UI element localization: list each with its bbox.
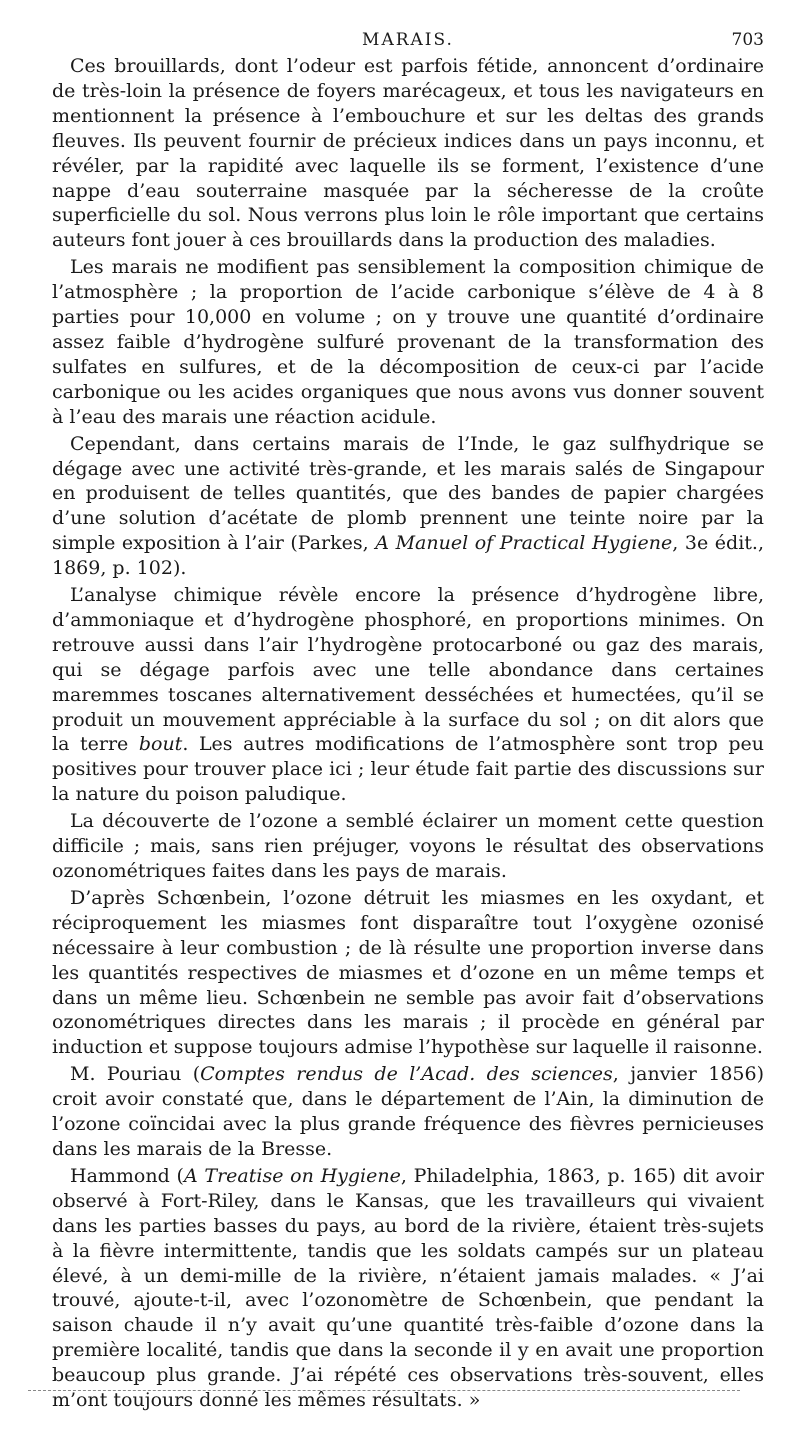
body-text	[52, 54, 764, 1413]
paragraph	[52, 886, 764, 1060]
text-run: , janvier 1856) croit avoir constaté que, dans le département de l’Ain, la diminution de l’ozone coïncidai avec la plus grande fréquence des fièvres pernicieuses dans les marais de la Bresse.	[52, 1063, 764, 1160]
text-run: Cependant, dans certains marais de l’Inde, le gaz sulfhydrique se dégage avec une activité très-grande, et les marais salés de Singapour en produisent de telles quantités, que des bandes de papier chargées d’une solution d’acétate de plomb prennent une teinte noire par la simple exposition à l’air (Parkes,	[52, 432, 764, 555]
text-run: . Les autres modifications de l’atmosphère sont trop peu positives pour trouver place ici ; leur étude fait partie des discussions sur la nature du poison paludique.	[52, 733, 764, 806]
text-run: D’après Schœnbein, l’ozone détruit les miasmes en les oxydant, et réciproquement les miasmes font disparaître tout l’oxygène ozonisé nécessaire à leur combustion ; de là résulte une proportion inverse dans les quantités respectives de miasmes et d’ozone en un même temps et dans un même lieu. Schœnbein ne semble pas avoir fait d’observations ozonométriques directes dans les marais ; il procède en général par induction et suppose toujours admise l’hypothèse sur laquelle il raisonne.	[52, 886, 764, 1059]
text-run: , 3e édit., 1869, p. 102).	[52, 532, 764, 580]
page-header	[52, 24, 764, 54]
running-title: MARAIS.	[362, 30, 454, 50]
text-run: L’analyse chimique révèle encore la présence d’hydrogène libre, d’ammoniaque et d’hydrogène phosphoré, en proportions minimes. On retrouve aussi dans l’air l’hydrogène protocarboné ou gaz des marais, qui se dégage parfois avec une telle abondance dans certaines maremmes toscanes alternativement desséchées et humectées, qu’il se produit un mouvement appréciable à la surface du sol ; on dit alors que la terre	[52, 584, 764, 756]
italic-citation: Comptes rendus de l’Acad. des sciences	[200, 1063, 613, 1086]
paragraph	[52, 432, 764, 581]
paragraph	[52, 255, 764, 429]
italic-citation: A Treatise on Hygiene	[183, 1164, 401, 1187]
paragraph	[52, 54, 764, 253]
paragraph	[52, 809, 764, 884]
text-run: M. Pouriau (	[70, 1063, 201, 1086]
footer-rule	[28, 1390, 740, 1391]
text-run: La découverte de l’ozone a semblé éclairer un moment cette question difficile ; mais, sans rien préjuger, voyons le résultat des observations ozonométriques faites dans les pays de marais.	[52, 810, 764, 882]
paragraph	[52, 1164, 764, 1413]
paragraph	[52, 583, 764, 807]
italic-citation: bout	[138, 733, 183, 756]
text-run: , Philadelphia, 1863, p. 165) dit avoir observé à Fort-Riley, dans le Kansas, que les travailleurs qui vivaient dans les parties basses du pays, au bord de la rivière, étaient très-sujets à la fièvre intermittente, tandis que les soldats campés sur un plateau élevé, à un demi-mille de la rivière, n’étaient jamais malades. « J’ai trouvé, ajoute-t-il, avec l’ozonomètre de Schœnbein, que pendant la saison chaude il n’y avait qu’une quantité très-faible d’ozone dans la première localité, tandis que dans la seconde il y en avait une proportion beaucoup plus grande. J’ai répété ces observations très-souvent, elles m’ont toujours donné les mêmes résultats. »	[52, 1164, 764, 1412]
page-number: 703	[731, 30, 764, 50]
paragraph	[52, 1062, 764, 1162]
text-run: Hammond (	[70, 1164, 184, 1187]
book-page	[52, 24, 764, 1413]
text-run: Ces brouillards, dont l’odeur est parfois fétide, annoncent d’ordinaire de très-loin la présence de foyers marécageux, et tous les navigateurs en mentionnent la présence à l’embouchure et sur les deltas des grands fleuves. Ils peuvent fournir de précieux indices dans un pays inconnu, et révéler, par la rapidité avec laquelle ils se forment, l’existence d’une nappe d’eau souterraine masquée par la sécheresse de la croûte superficielle du sol. Nous verrons plus loin le rôle important que certains auteurs font jouer à ces brouillards dans la production des maladies.	[52, 55, 764, 252]
text-run: Les marais ne modifient pas sensiblement la composition chimique de l’atmosphère ; la proportion de l’acide carbonique s’élève de 4 à 8 parties pour 10,000 en volume ; on y trouve une quantité d’ordinaire assez faible d’hydrogène sulfuré provenant de la transformation des sulfates en sulfures, et de la décomposition de ceux-ci par l’acide carbonique ou les acides organiques que nous avons vus donner souvent à l’eau des marais une réaction acidule.	[52, 256, 764, 428]
italic-citation: A Manuel of Practical Hygiene	[375, 532, 673, 555]
